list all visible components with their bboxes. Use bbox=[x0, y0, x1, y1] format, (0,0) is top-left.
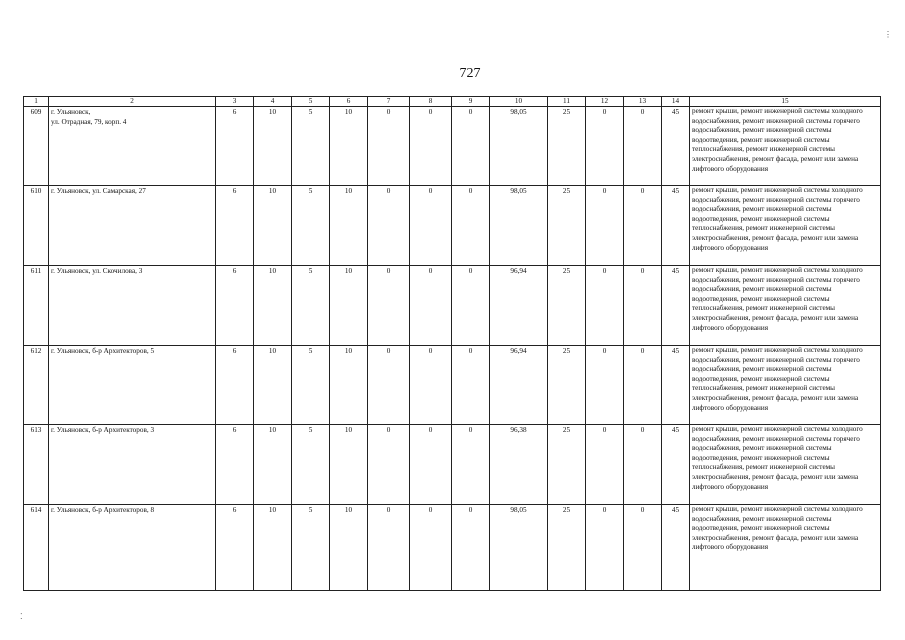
col-4-value: 10 bbox=[254, 346, 292, 425]
col-4-value: 10 bbox=[254, 107, 292, 186]
table-row bbox=[24, 266, 881, 346]
address: г. Ульяновск, б-р Архитекторов, 8 bbox=[49, 505, 216, 591]
col-9-value: 0 bbox=[452, 186, 490, 266]
col-header-15: 15 bbox=[690, 97, 881, 107]
col-11-value: 25 bbox=[548, 505, 586, 591]
col-6-value: 10 bbox=[330, 505, 368, 591]
col-11-value: 25 bbox=[548, 266, 586, 346]
scan-mark-top: ⋮ bbox=[884, 30, 892, 39]
col-10-value: 98,05 bbox=[490, 186, 548, 266]
col-header-1: 1 bbox=[24, 97, 49, 107]
col-12-value: 0 bbox=[586, 346, 624, 425]
col-header-9: 9 bbox=[452, 97, 490, 107]
col-header-5: 5 bbox=[292, 97, 330, 107]
col-10-value: 96,94 bbox=[490, 266, 548, 346]
col-10-value: 98,05 bbox=[490, 107, 548, 186]
col-3-value: 6 bbox=[216, 107, 254, 186]
address: г. Ульяновск, ул. Скочилова, 3 bbox=[49, 266, 216, 346]
col-9-value: 0 bbox=[452, 425, 490, 505]
col-6-value: 10 bbox=[330, 107, 368, 186]
col-header-13: 13 bbox=[624, 97, 662, 107]
address: г. Ульяновск, б-р Архитекторов, 3 bbox=[49, 425, 216, 505]
row-number: 609 bbox=[24, 107, 49, 186]
col-12-value: 0 bbox=[586, 266, 624, 346]
col-header-10: 10 bbox=[490, 97, 548, 107]
col-8-value: 0 bbox=[410, 186, 452, 266]
col-3-value: 6 bbox=[216, 266, 254, 346]
table-row bbox=[24, 186, 881, 266]
col-9-value: 0 bbox=[452, 346, 490, 425]
col-7-value: 0 bbox=[368, 107, 410, 186]
col-header-6: 6 bbox=[330, 97, 368, 107]
row-number: 612 bbox=[24, 346, 49, 425]
col-6-value: 10 bbox=[330, 186, 368, 266]
table-row bbox=[24, 505, 881, 591]
col-8-value: 0 bbox=[410, 425, 452, 505]
col-8-value: 0 bbox=[410, 266, 452, 346]
col-8-value: 0 bbox=[410, 107, 452, 186]
col-7-value: 0 bbox=[368, 186, 410, 266]
col-9-value: 0 bbox=[452, 266, 490, 346]
scan-mark-bottom: ⁚ bbox=[20, 612, 23, 621]
col-header-3: 3 bbox=[216, 97, 254, 107]
col-11-value: 25 bbox=[548, 107, 586, 186]
col-14-value: 45 bbox=[662, 505, 690, 591]
col-header-11: 11 bbox=[548, 97, 586, 107]
col-13-value: 0 bbox=[624, 425, 662, 505]
address: г. Ульяновск, б-р Архитекторов, 5 bbox=[49, 346, 216, 425]
col-6-value: 10 bbox=[330, 346, 368, 425]
col-14-value: 45 bbox=[662, 346, 690, 425]
col-13-value: 0 bbox=[624, 346, 662, 425]
col-5-value: 5 bbox=[292, 107, 330, 186]
col-13-value: 0 bbox=[624, 266, 662, 346]
table-row bbox=[24, 107, 881, 186]
work-types: ремонт крыши, ремонт инженерной системы холодного водоснабжения, ремонт инженерной системы горячего водоснабжения, ремонт инженерной системы водоотведения, ремонт инженерной системы теплоснабжения, ремонт инженерной системы электроснабжения, ремонт фасада, ремонт или замена лифтового оборудования bbox=[690, 107, 881, 186]
work-types: ремонт крыши, ремонт инженерной системы холодного водоснабжения, ремонт инженерной системы водоотведения, ремонт инженерной системы электроснабжения, ремонт фасада, ремонт или замена лифтового оборудования bbox=[690, 505, 881, 591]
col-3-value: 6 bbox=[216, 186, 254, 266]
col-10-value: 96,38 bbox=[490, 425, 548, 505]
col-7-value: 0 bbox=[368, 346, 410, 425]
col-header-2: 2 bbox=[49, 97, 216, 107]
col-14-value: 45 bbox=[662, 425, 690, 505]
col-14-value: 45 bbox=[662, 266, 690, 346]
col-9-value: 0 bbox=[452, 505, 490, 591]
address: г. Ульяновск, ул. Отрадная, 79, корп. 4 bbox=[49, 107, 216, 186]
col-12-value: 0 bbox=[586, 186, 624, 266]
col-10-value: 98,05 bbox=[490, 505, 548, 591]
col-4-value: 10 bbox=[254, 186, 292, 266]
col-header-7: 7 bbox=[368, 97, 410, 107]
col-3-value: 6 bbox=[216, 425, 254, 505]
col-8-value: 0 bbox=[410, 346, 452, 425]
row-number: 610 bbox=[24, 186, 49, 266]
col-14-value: 45 bbox=[662, 186, 690, 266]
row-number: 611 bbox=[24, 266, 49, 346]
table-row bbox=[24, 346, 881, 425]
col-5-value: 5 bbox=[292, 266, 330, 346]
col-3-value: 6 bbox=[216, 505, 254, 591]
table-row bbox=[24, 425, 881, 505]
col-5-value: 5 bbox=[292, 505, 330, 591]
col-7-value: 0 bbox=[368, 266, 410, 346]
col-header-4: 4 bbox=[254, 97, 292, 107]
col-5-value: 5 bbox=[292, 186, 330, 266]
col-13-value: 0 bbox=[624, 505, 662, 591]
col-5-value: 5 bbox=[292, 425, 330, 505]
work-types: ремонт крыши, ремонт инженерной системы холодного водоснабжения, ремонт инженерной системы горячего водоснабжения, ремонт инженерной системы водоотведения, ремонт инженерной системы теплоснабжения, ремонт инженерной системы электроснабжения, ремонт фасада, ремонт или замена лифтового оборудования bbox=[690, 186, 881, 266]
col-12-value: 0 bbox=[586, 425, 624, 505]
work-types: ремонт крыши, ремонт инженерной системы холодного водоснабжения, ремонт инженерной системы горячего водоснабжения, ремонт инженерной системы водоотведения, ремонт инженерной системы теплоснабжения, ремонт инженерной системы электроснабжения, ремонт фасада, ремонт или замена лифтового оборудования bbox=[690, 346, 881, 425]
col-11-value: 25 bbox=[548, 346, 586, 425]
col-4-value: 10 bbox=[254, 505, 292, 591]
address: г. Ульяновск, ул. Самарская, 27 bbox=[49, 186, 216, 266]
col-7-value: 0 bbox=[368, 425, 410, 505]
col-14-value: 45 bbox=[662, 107, 690, 186]
col-13-value: 0 bbox=[624, 186, 662, 266]
col-13-value: 0 bbox=[624, 107, 662, 186]
page-number: 727 bbox=[459, 66, 481, 81]
col-12-value: 0 bbox=[586, 505, 624, 591]
col-9-value: 0 bbox=[452, 107, 490, 186]
col-6-value: 10 bbox=[330, 266, 368, 346]
col-10-value: 96,94 bbox=[490, 346, 548, 425]
header-row bbox=[24, 97, 881, 107]
row-number: 614 bbox=[24, 505, 49, 591]
row-number: 613 bbox=[24, 425, 49, 505]
col-8-value: 0 bbox=[410, 505, 452, 591]
col-7-value: 0 bbox=[368, 505, 410, 591]
col-11-value: 25 bbox=[548, 425, 586, 505]
col-header-14: 14 bbox=[662, 97, 690, 107]
col-header-12: 12 bbox=[586, 97, 624, 107]
col-header-8: 8 bbox=[410, 97, 452, 107]
col-4-value: 10 bbox=[254, 425, 292, 505]
col-3-value: 6 bbox=[216, 346, 254, 425]
col-5-value: 5 bbox=[292, 346, 330, 425]
repair-program-table bbox=[23, 96, 881, 591]
col-4-value: 10 bbox=[254, 266, 292, 346]
col-11-value: 25 bbox=[548, 186, 586, 266]
col-12-value: 0 bbox=[586, 107, 624, 186]
work-types: ремонт крыши, ремонт инженерной системы холодного водоснабжения, ремонт инженерной системы горячего водоснабжения, ремонт инженерной системы водоотведения, ремонт инженерной системы теплоснабжения, ремонт инженерной системы электроснабжения, ремонт фасада, ремонт или замена лифтового оборудования bbox=[690, 425, 881, 505]
work-types: ремонт крыши, ремонт инженерной системы холодного водоснабжения, ремонт инженерной системы горячего водоснабжения, ремонт инженерной системы водоотведения, ремонт инженерной системы теплоснабжения, ремонт инженерной системы электроснабжения, ремонт фасада, ремонт или замена лифтового оборудования bbox=[690, 266, 881, 346]
col-6-value: 10 bbox=[330, 425, 368, 505]
